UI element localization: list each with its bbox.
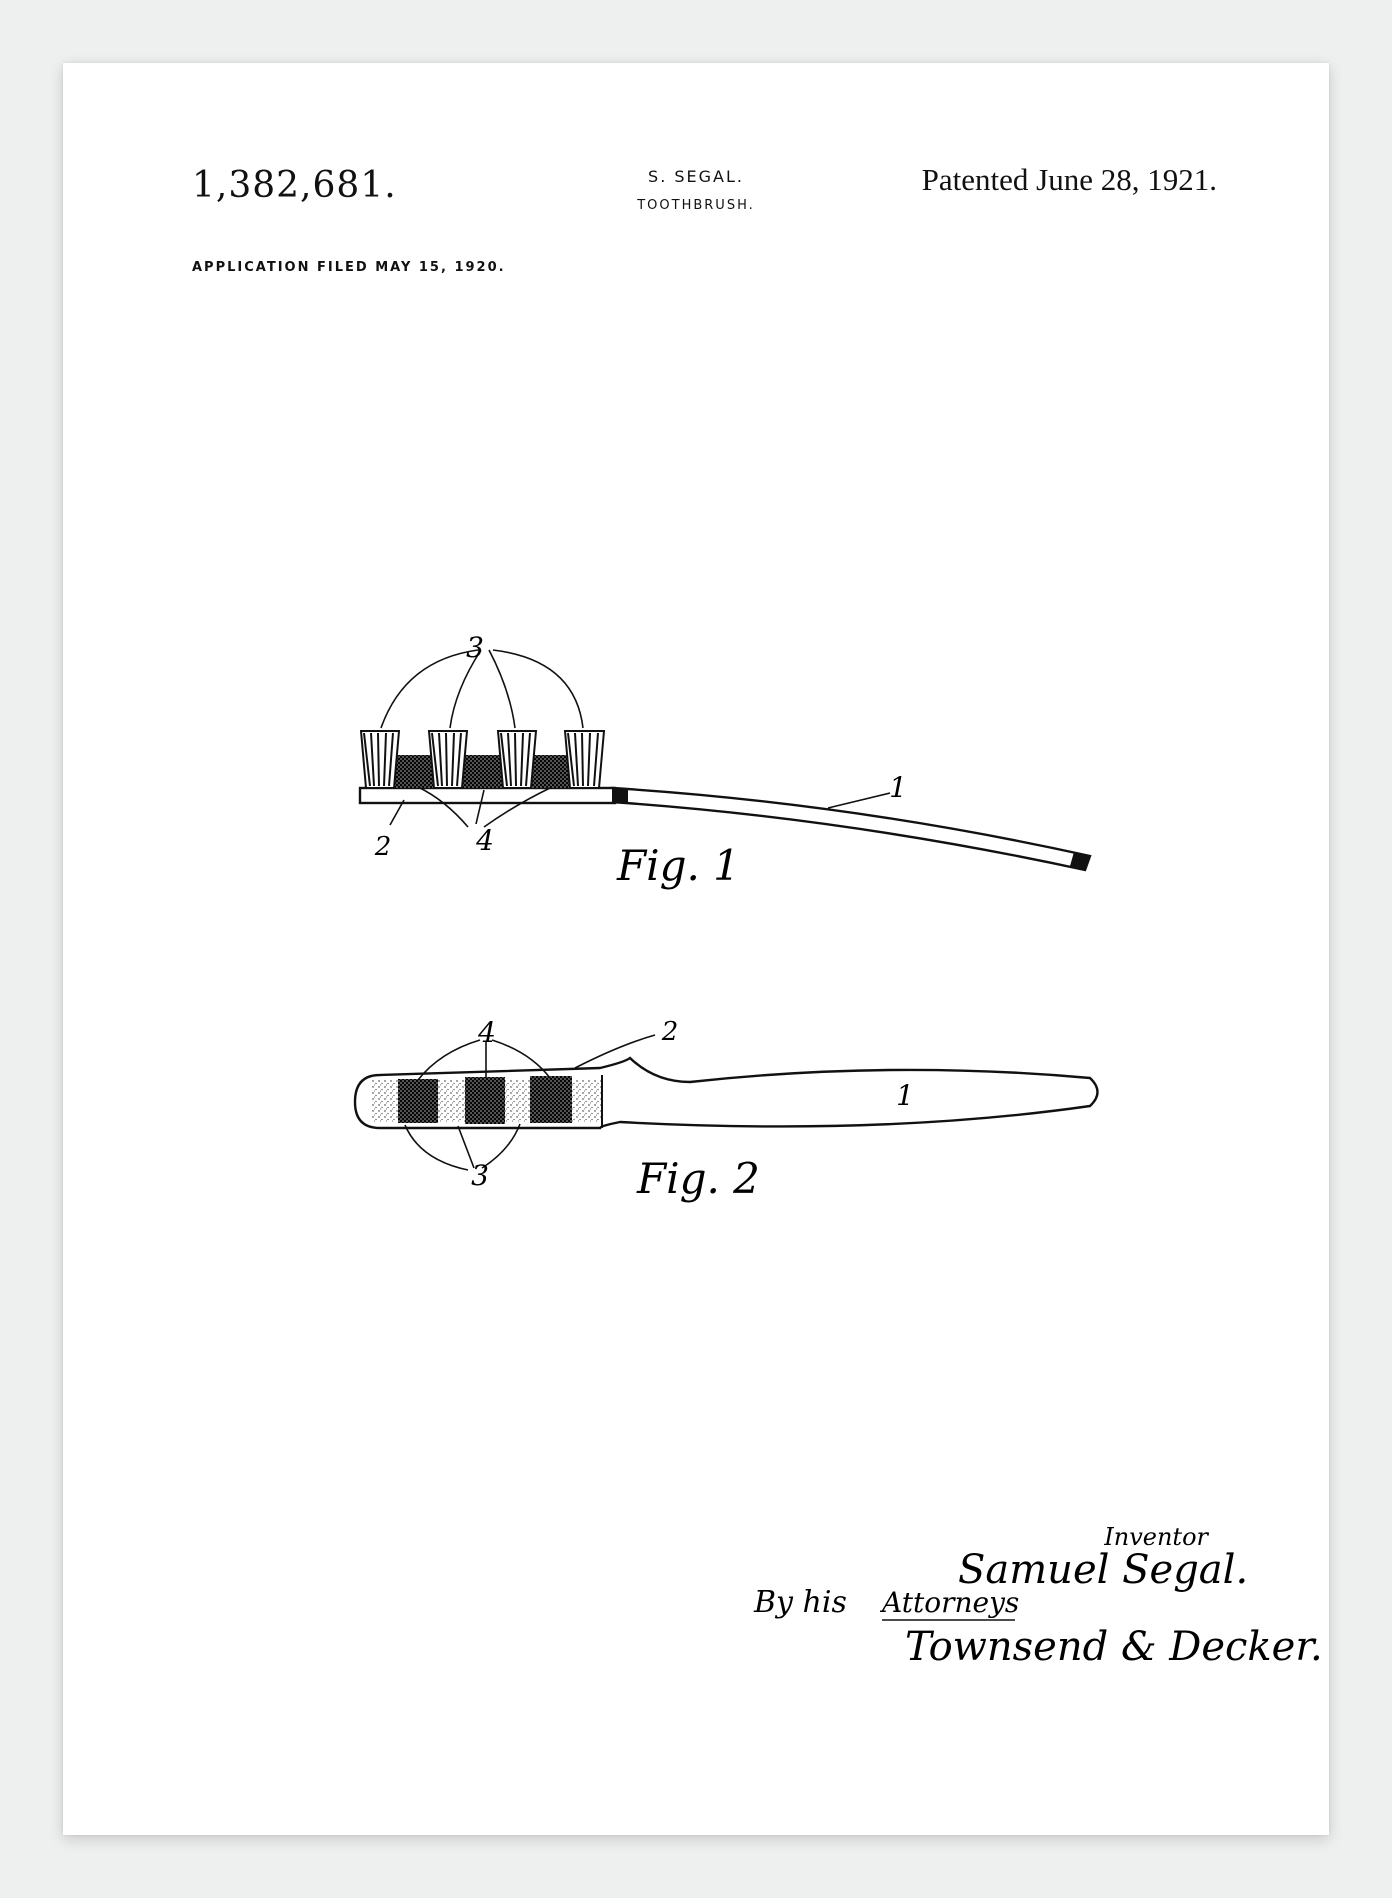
fig1-caption: Fig. 1 bbox=[617, 841, 740, 890]
fig2-label-2: 2 bbox=[661, 1017, 679, 1047]
inventor-signature: Samuel Segal. bbox=[958, 1547, 1249, 1593]
fig1-bristle-mass bbox=[393, 755, 573, 788]
application-filed: APPLICATION FILED MAY 15, 1920. bbox=[192, 260, 506, 275]
fig2-label-1: 1 bbox=[896, 1079, 914, 1112]
fig1-label-2: 2 bbox=[374, 832, 392, 862]
signature-block bbox=[753, 1523, 1323, 1670]
fig1-leader-1 bbox=[828, 793, 890, 808]
figure-1-side-view bbox=[360, 631, 1090, 890]
fig2-leader-3 bbox=[405, 1124, 520, 1170]
inventor-name: S. SEGAL. bbox=[648, 167, 744, 186]
inventor-heading: Inventor bbox=[1104, 1523, 1208, 1551]
fig1-label-1: 1 bbox=[889, 771, 907, 804]
fig2-label-4: 4 bbox=[478, 1016, 496, 1049]
fig1-brush-head bbox=[360, 788, 615, 803]
invention-title: TOOTHBRUSH. bbox=[637, 198, 755, 213]
figure-2-top-view bbox=[355, 1016, 1098, 1203]
fig2-tuft-b bbox=[465, 1077, 505, 1124]
fig1-neck-joint bbox=[612, 788, 628, 803]
fig2-label-3: 3 bbox=[471, 1159, 489, 1192]
fig2-caption: Fig. 2 bbox=[637, 1154, 760, 1203]
fig1-label-4: 4 bbox=[476, 824, 494, 857]
patent-number: 1,382,681. bbox=[192, 165, 397, 206]
fig1-label-3: 3 bbox=[466, 631, 484, 664]
attorneys-signature: Townsend & Decker. bbox=[905, 1624, 1323, 1670]
attorneys-label: Attorneys bbox=[882, 1586, 1020, 1619]
fig2-tuft-c bbox=[530, 1076, 572, 1123]
fig2-tuft-a bbox=[398, 1079, 438, 1123]
by-his-text: By his bbox=[754, 1585, 847, 1620]
patented-date: Patented June 28, 1921. bbox=[921, 162, 1217, 197]
